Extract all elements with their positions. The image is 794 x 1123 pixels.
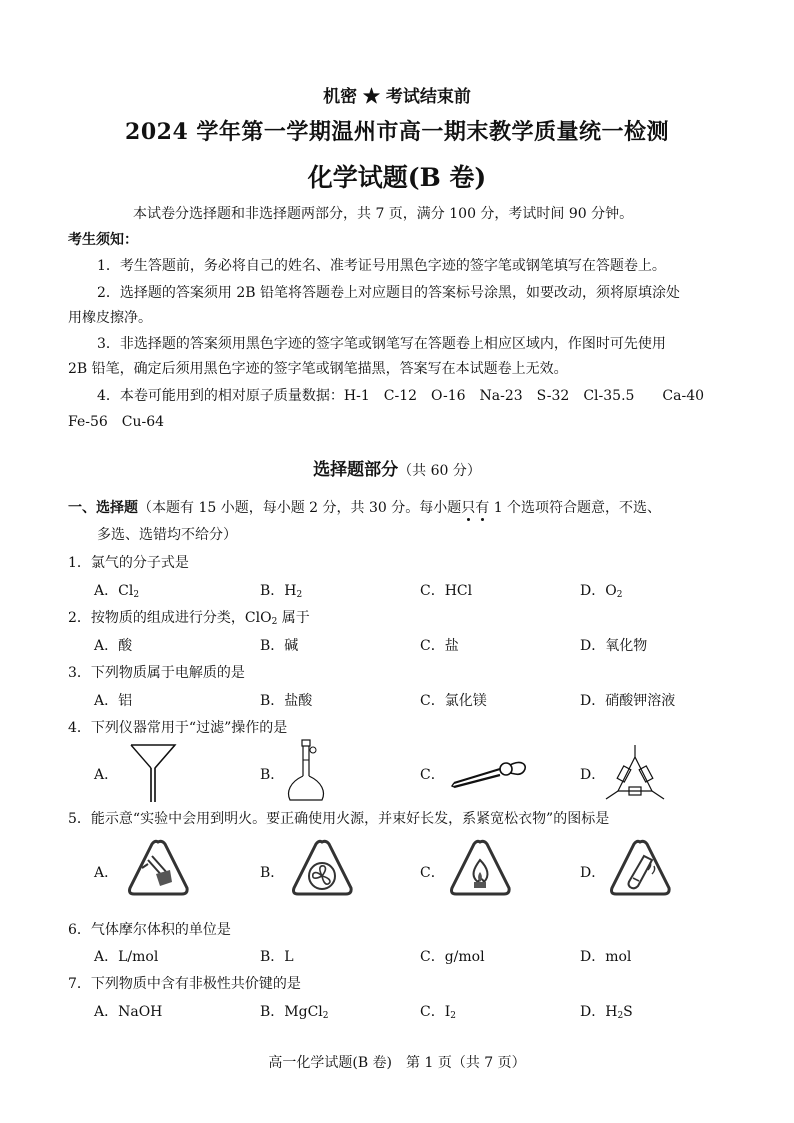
paper-title: 化学试题(B 卷): [307, 163, 487, 192]
notice-heading: 考生须知：: [68, 232, 138, 248]
emphasis-char-2: 有: [475, 500, 490, 516]
q7-b-sub: 2: [322, 1011, 329, 1021]
q3-option-c[interactable]: C．氯化镁: [420, 693, 487, 709]
q4-option-a[interactable]: A．: [94, 767, 119, 783]
q3-option-a[interactable]: A．铝: [94, 693, 133, 709]
q1-a-text: A．Cl: [94, 583, 134, 599]
q7-d-sub: 2: [617, 1011, 624, 1021]
part-desc-post: 1 个选项符合题意，不选、: [489, 500, 662, 516]
notice-item-4-cont: Fe-56 Cu-64: [68, 414, 165, 430]
q1-b-text: B．H: [260, 583, 297, 599]
q7-stem: 7．下列物质中含有非极性共价键的是: [68, 976, 301, 992]
crucible-tongs-icon: [450, 755, 530, 791]
notice-item-2-cont: 用橡皮擦净。: [68, 310, 152, 326]
notice-item-2: 2．选择题的答案须用 2B 铅笔将答题卷上对应题目的答案标号涂黑，如要改动，须将原填涂处: [97, 285, 681, 301]
q7-d-text: D．H: [580, 1004, 618, 1020]
q2-stem-sub: 2: [271, 617, 278, 627]
q1-option-b[interactable]: [260, 580, 302, 600]
q1-a-sub: 2: [133, 590, 140, 600]
q2-stem-pre: 2．按物质的组成进行分类，ClO: [68, 610, 272, 626]
q5-option-a[interactable]: A．: [94, 865, 119, 881]
section-title-text: 选择题部分: [313, 460, 399, 480]
q7-b-text: B．MgCl: [260, 1004, 323, 1020]
part-description-cont: 多选、选错均不给分）: [97, 527, 237, 543]
q7-c-sub: 2: [450, 1011, 456, 1021]
open-flame-hazard-icon: [448, 838, 512, 898]
notice-item-3-cont: 2B 铅笔，确定后须用黑色字迹的签字笔或钢笔描黑，答案写在本试题卷上无效。: [68, 361, 568, 377]
q1-stem: 1．氯气的分子式是: [68, 555, 189, 571]
q7-option-a[interactable]: [94, 1001, 162, 1021]
emphasis-char-1: 只: [461, 500, 476, 516]
q7-c-text: C．I: [420, 1004, 451, 1020]
sharp-object-hazard-icon: [126, 838, 190, 898]
q4-option-c[interactable]: C．: [420, 767, 445, 783]
q2-stem-post: 属于: [277, 610, 310, 626]
ventilation-hazard-icon: [290, 838, 354, 898]
q7-option-b[interactable]: [260, 1001, 329, 1021]
intro-text: 本试卷分选择题和非选择题两部分，共 7 页，满分 100 分，考试时间 90 分钟。: [133, 206, 634, 222]
q6-stem: 6．气体摩尔体积的单位是: [68, 922, 231, 938]
q5-option-d[interactable]: D．: [580, 865, 606, 881]
section-score: （共 60 分）: [398, 463, 481, 479]
q3-stem: 3．下列物质属于电解质的是: [68, 665, 245, 681]
q7-option-c[interactable]: [420, 1001, 456, 1021]
funnel-icon: [128, 742, 178, 804]
q3-option-b[interactable]: B．盐酸: [260, 693, 313, 709]
q1-option-a[interactable]: [94, 580, 139, 600]
exam-title: 2024 学年第一学期温州市高一期末教学质量统一检测: [125, 119, 669, 145]
q5-option-b[interactable]: B．: [260, 865, 285, 881]
section-title: [0, 455, 794, 480]
q1-d-text: D．O: [580, 583, 617, 599]
q4-option-d[interactable]: D．: [580, 767, 606, 783]
q1-d-sub: 2: [616, 590, 623, 600]
q1-option-d[interactable]: [580, 580, 622, 600]
volumetric-flask-icon: [284, 738, 332, 806]
hot-tube-hazard-icon: [608, 838, 672, 898]
page-footer: 高一化学试题(B 卷) 第 1 页（共 7 页）: [268, 1055, 526, 1071]
q3-option-d[interactable]: D．硝酸钾溶液: [580, 693, 676, 709]
notice-item-1: 1．考生答题前，务必将自己的姓名、准考证号用黑色字迹的签字笔或钢笔填写在答题卷上。: [97, 258, 666, 274]
q1-option-c[interactable]: [420, 580, 472, 600]
part-description: [68, 497, 661, 517]
q2-option-d[interactable]: D．氧化物: [580, 638, 648, 654]
q6-option-a[interactable]: A．L/mol: [94, 949, 159, 965]
q2-option-b[interactable]: B．碱: [260, 638, 299, 654]
q6-option-b[interactable]: B．L: [260, 949, 294, 965]
q4-option-b[interactable]: B．: [260, 767, 285, 783]
notice-item-4: 4．本卷可能用到的相对原子质量数据：H-1 C-12 O-16 Na-23 S-32 Cl-35.5 Ca-40: [97, 388, 705, 404]
q7-d-post: S: [623, 1004, 633, 1020]
q5-stem: 5．能示意“实验中会用到明火。要正确使用火源，并束好长发，系紧宽松衣物”的图标是: [68, 811, 610, 827]
clay-triangle-icon: [600, 743, 670, 803]
q6-option-c[interactable]: C．g/mol: [420, 949, 485, 965]
q2-stem: [68, 607, 310, 627]
q7-option-d[interactable]: [580, 1001, 633, 1021]
notice-item-3: 3．非选择题的答案须用黑色字迹的签字笔或钢笔写在答题卷上相应区域内，作图时可先使用: [97, 336, 666, 352]
q2-option-c[interactable]: C．盐: [420, 638, 459, 654]
q1-b-sub: 2: [296, 590, 303, 600]
q5-option-c[interactable]: C．: [420, 865, 445, 881]
part-label: 一、选择题: [68, 500, 138, 516]
q6-option-d[interactable]: D．mol: [580, 949, 632, 965]
q1-c-text: C．HCl: [420, 583, 473, 599]
part-desc-pre: （本题有 15 小题，每小题 2 分，共 30 分。每小题: [138, 500, 462, 516]
q4-stem: 4．下列仪器常用于“过滤”操作的是: [68, 720, 288, 736]
q2-option-a[interactable]: A．酸: [94, 638, 133, 654]
confidential-label: 机密 ★ 考试结束前: [323, 87, 471, 107]
q7-a-text: A．NaOH: [94, 1004, 163, 1020]
